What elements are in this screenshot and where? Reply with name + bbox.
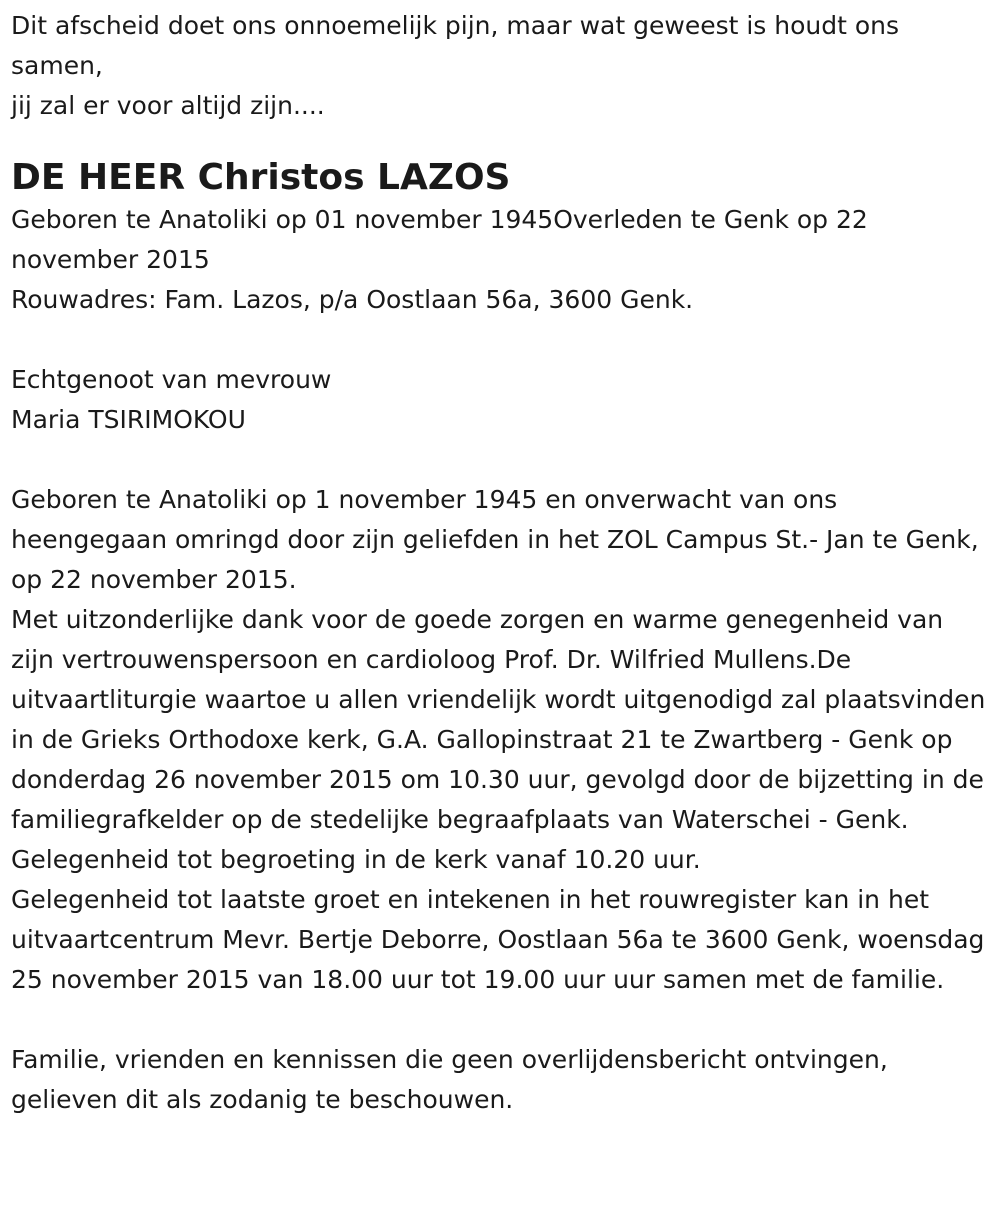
obituary-body xyxy=(11,480,989,1000)
spouse-label: Echtgenoot van mevrouw xyxy=(11,365,332,394)
body-paragraph-birth: Geboren te Anatoliki op 1 november 1945 en onverwacht van ons heengegaan omringd door zijn geliefden in het ZOL Campus St.- Jan te Genk, op 22 november 2015. xyxy=(11,485,979,594)
closing-note: Familie, vrienden en kennissen die geen overlijdensbericht ontvingen, gelieven dit als zodanig te beschouwen. xyxy=(11,1045,896,1114)
spacer xyxy=(11,1000,989,1040)
body-paragraph-greeting: Gelegenheid tot begroeting in de kerk vanaf 10.20 uur. xyxy=(11,845,701,874)
spouse-name: Maria TSIRIMOKOU xyxy=(11,405,246,434)
spacer xyxy=(11,440,989,480)
intro-line-1: Dit afscheid doet ons onnoemelijk pijn, maar wat geweest is houdt ons samen, xyxy=(11,11,907,80)
spacer xyxy=(11,320,989,360)
body-paragraph-register: Gelegenheid tot laatste groet en intekenen in het rouwregister kan in het uitvaartcentrum Mevr. Bertje Deborre, Oostlaan 56a te 3600 Genk, woensdag 25 november 2015 van 18.00 uur tot 19.00 uur uur samen met de familie. xyxy=(11,885,985,994)
body-paragraph-funeral: Met uitzonderlijke dank voor de goede zorgen en warme genegenheid van zijn vertrouwenspersoon en cardioloog Prof. Dr. Wilfried Mullens.De uitvaartliturgie waartoe u allen vriendelijk wordt uitgenodigd zal plaatsvinden in de Grieks Orthodoxe kerk, G.A. Gallopinstraat 21 te Zwartberg - Genk op donderdag 26 november 2015 om 10.30 uur, gevolgd door de bijzetting in de familiegrafkelder op de stedelijke begraafplaats van Waterschei - Genk. xyxy=(11,605,986,834)
birth-death-line: Geboren te Anatoliki op 01 november 1945Overleden te Genk op 22 november 2015 xyxy=(11,205,876,274)
intro-line-2: jij zal er voor altijd zijn.... xyxy=(11,91,325,120)
mourning-address: Rouwadres: Fam. Lazos, p/a Oostlaan 56a, 3600 Genk. xyxy=(11,285,694,314)
deceased-name: DE HEER Christos LAZOS xyxy=(11,157,511,198)
